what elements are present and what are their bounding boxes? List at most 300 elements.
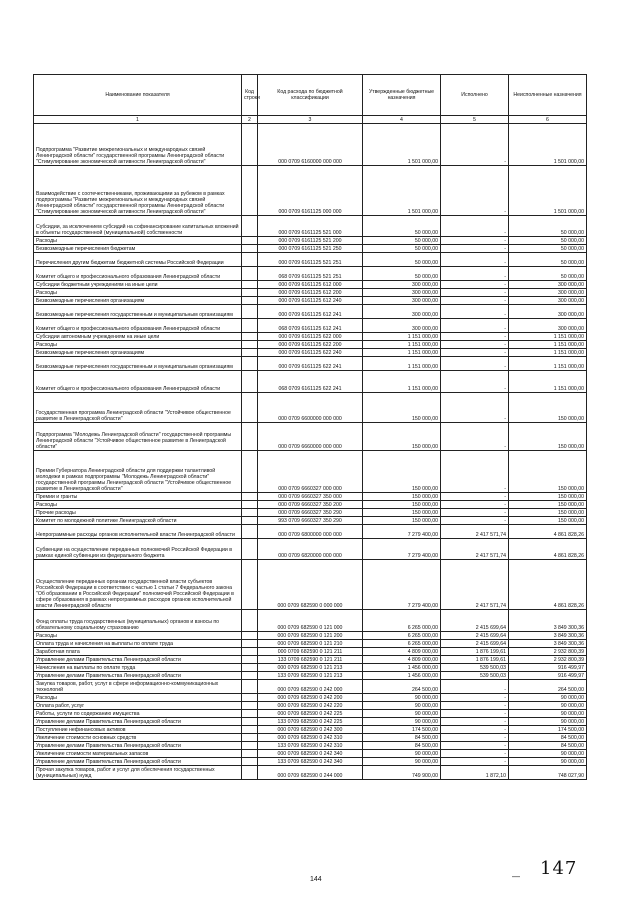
table-row [34,509,587,517]
row-executed: - [441,245,509,253]
row-executed: - [441,124,509,166]
table-row [34,393,587,423]
row-executed: - [441,517,509,525]
header-executed: Исполнено [441,75,509,116]
row-executed: - [441,305,509,319]
column-number: 2 [242,116,258,124]
row-executed: - [441,333,509,341]
row-code [242,525,258,539]
row-code [242,766,258,780]
row-approved: 150 000,00 [363,493,441,501]
table-row [34,742,587,750]
row-code [242,726,258,734]
row-executed: - [441,393,509,423]
row-name: Субсидии бюджетным учреждениям на иные цели [34,281,242,289]
row-name: Безвозмездные перечисления государственным и муниципальным организациям [34,305,242,319]
row-approved: 150 000,00 [363,423,441,451]
row-approved: 1 501 000,00 [363,124,441,166]
row-code [242,393,258,423]
row-code [242,640,258,648]
row-unexecuted: 150 000,00 [509,509,587,517]
row-approved: 1 151 000,00 [363,371,441,393]
row-code [242,750,258,758]
row-code [242,539,258,560]
row-name: Подпрограмма "Развитие межрегиональных и международных связей Ленинградской области" государственной программы Ленинградской области "Стимулирование экономической активности Ленинградской области" [34,124,242,166]
column-number: 6 [509,116,587,124]
table-row [34,423,587,451]
row-executed: - [441,371,509,393]
row-executed: - [441,509,509,517]
row-executed: - [441,349,509,357]
row-unexecuted: 50 000,00 [509,253,587,267]
row-code [242,758,258,766]
row-code [242,124,258,166]
row-kbk: 000 0709 682590 0 242 300 [258,726,363,734]
row-code [242,672,258,680]
row-approved: 300 000,00 [363,281,441,289]
row-kbk: 133 0709 682590 0 121 213 [258,672,363,680]
table-row [34,341,587,349]
table-row [34,333,587,341]
row-executed: - [441,734,509,742]
row-unexecuted: 1 151 000,00 [509,341,587,349]
row-approved: 84 500,00 [363,734,441,742]
row-executed: - [441,493,509,501]
row-approved: 174 500,00 [363,726,441,734]
row-name: Оплата труда и начисления на выплаты по оплате труда [34,640,242,648]
row-name: Подпрограмма "Молодежь Ленинградской области" государственной программы Ленинградской области "Устойчивое общественное развитие в Ленинградской области" [34,423,242,451]
row-name: Комитет общего и профессионального образования Ленинградской области [34,267,242,281]
row-executed: - [441,742,509,750]
row-kbk: 000 0709 6161125 612 240 [258,297,363,305]
table-row [34,632,587,640]
row-name: Работы, услуги по содержанию имущества [34,710,242,718]
row-unexecuted: 1 151 000,00 [509,357,587,371]
row-kbk: 133 0709 682590 0 242 310 [258,742,363,750]
row-unexecuted: 50 000,00 [509,267,587,281]
row-code [242,509,258,517]
row-executed: - [441,297,509,305]
row-code [242,349,258,357]
header-approved: Утвержденные бюджетные назначения [363,75,441,116]
row-kbk: 000 0709 682590 0 121 213 [258,664,363,672]
table-row [34,560,587,610]
row-name: Управление делами Правительства Ленинградской области [34,656,242,664]
row-kbk: 000 0709 6820000 000 000 [258,539,363,560]
table-row [34,216,587,237]
row-kbk: 068 0709 6161125 612 241 [258,319,363,333]
row-kbk: 000 0709 6161125 622 240 [258,349,363,357]
row-name: Расходы [34,694,242,702]
table-row [34,664,587,672]
row-name: Расходы [34,237,242,245]
row-unexecuted: 150 000,00 [509,501,587,509]
row-unexecuted: 90 000,00 [509,750,587,758]
row-name: Закупка товаров, работ, услуг в сфере информационно-коммуникационных технологий [34,680,242,694]
row-kbk: 000 0709 6660327 350 290 [258,509,363,517]
row-name: Заработная плата [34,648,242,656]
row-executed: - [441,680,509,694]
row-executed: 1 876 199,61 [441,648,509,656]
row-name: Субсидии, за исключением субсидий на софинансирование капитальных вложений в объекты государственной (муниципальной) собственности [34,216,242,237]
row-unexecuted: 916 499,97 [509,672,587,680]
row-approved: 150 000,00 [363,509,441,517]
row-approved: 6 265 000,00 [363,640,441,648]
row-kbk: 000 0709 682590 0 242 310 [258,734,363,742]
row-unexecuted: 90 000,00 [509,718,587,726]
row-executed: - [441,166,509,216]
row-approved: 7 279 400,00 [363,525,441,539]
row-unexecuted: 1 151 000,00 [509,333,587,341]
header-unexecuted: Неисполненные назначения [509,75,587,116]
row-name: Государственная программа Ленинградской области "Устойчивое общественное развитие в Ленинградской области" [34,393,242,423]
row-executed: - [441,319,509,333]
table-row [34,610,587,632]
row-code [242,237,258,245]
row-kbk: 000 0709 682590 0 244 000 [258,766,363,780]
row-unexecuted: 1 501 000,00 [509,166,587,216]
table-row [34,672,587,680]
row-name: Оплата работ, услуг [34,702,242,710]
table-row [34,539,587,560]
row-approved: 150 000,00 [363,501,441,509]
row-unexecuted: 90 000,00 [509,702,587,710]
row-name: Премии Губернатора Ленинградской области для поддержки талантливой молодежи в рамках подпрограммы "Молодежь Ленинградской области" государственной программы Ленинградской области "Устойчивое общественное развитие в Ленинградской области" [34,451,242,493]
row-kbk: 000 0709 682590 0 121 211 [258,648,363,656]
column-number-row [34,116,587,124]
row-approved: 4 809 000,00 [363,656,441,664]
row-executed: - [441,216,509,237]
table-row [34,656,587,664]
row-executed: - [441,718,509,726]
row-code [242,166,258,216]
row-name: Безвозмездные перечисления организациям [34,349,242,357]
row-executed: 2 415 699,64 [441,632,509,640]
header-code: Код строки [242,75,258,116]
row-approved: 150 000,00 [363,517,441,525]
row-code [242,253,258,267]
row-kbk: 133 0709 682590 0 242 340 [258,758,363,766]
row-approved: 300 000,00 [363,319,441,333]
header-row [34,75,587,116]
table-row [34,758,587,766]
row-unexecuted: 50 000,00 [509,245,587,253]
table-row [34,766,587,780]
row-executed: 2 415 699,64 [441,640,509,648]
row-executed: - [441,267,509,281]
row-unexecuted: 50 000,00 [509,237,587,245]
row-name: Управление делами Правительства Ленинградской области [34,672,242,680]
row-executed: - [441,341,509,349]
row-code [242,648,258,656]
row-executed: 2 417 571,74 [441,560,509,610]
row-unexecuted: 916 499,97 [509,664,587,672]
row-code [242,357,258,371]
row-executed: 1 872,10 [441,766,509,780]
column-number: 1 [34,116,242,124]
table-row [34,451,587,493]
row-approved: 90 000,00 [363,710,441,718]
row-kbk: 000 0709 682590 0 242 000 [258,680,363,694]
row-name: Начисления на выплаты по оплате труда [34,664,242,672]
row-kbk: 000 0709 6161125 521 251 [258,253,363,267]
row-approved: 90 000,00 [363,758,441,766]
row-kbk: 000 0709 682590 0 242 340 [258,750,363,758]
row-unexecuted: 84 500,00 [509,734,587,742]
row-kbk: 000 0709 6161125 622 000 [258,333,363,341]
row-code [242,742,258,750]
row-kbk: 068 0709 6161125 622 241 [258,371,363,393]
row-name: Фонд оплаты труда государственных (муниципальных) органов и взносы по обязательному социальному страхованию [34,610,242,632]
row-code [242,216,258,237]
table-row [34,680,587,694]
row-executed: 539 500,03 [441,664,509,672]
row-name: Комитет общего и профессионального образования Ленинградской области [34,371,242,393]
row-name: Осуществление переданных органам государственной власти субъектов Российской Федерации в соответствии с частью 1 статьи 7 Федерального закона "Об образовании в Российской Федерации" полномочий Российской Федерации в сфере образования в рамках непрограммных расходов органов исполнительной власти Ленинградской области [34,560,242,610]
table-row [34,124,587,166]
table-row [34,357,587,371]
row-executed: - [441,758,509,766]
row-executed: 2 417 571,74 [441,539,509,560]
row-kbk: 000 0709 6161125 622 241 [258,357,363,371]
table-row [34,750,587,758]
row-unexecuted: 1 151 000,00 [509,349,587,357]
row-executed: - [441,237,509,245]
row-code [242,734,258,742]
row-code [242,656,258,664]
row-code [242,702,258,710]
table-row [34,289,587,297]
row-executed: 539 500,03 [441,672,509,680]
row-kbk: 000 0709 682590 0 242 200 [258,694,363,702]
row-kbk: 000 0709 682590 0 121 200 [258,632,363,640]
row-code [242,493,258,501]
row-approved: 50 000,00 [363,267,441,281]
row-name: Расходы [34,341,242,349]
table-row [34,281,587,289]
row-kbk: 000 0709 682590 0 000 000 [258,560,363,610]
table-row [34,710,587,718]
row-kbk: 000 0709 6160000 000 000 [258,124,363,166]
row-name: Управление делами Правительства Ленинградской области [34,718,242,726]
row-unexecuted: 50 000,00 [509,216,587,237]
table-row [34,493,587,501]
row-code [242,664,258,672]
row-kbk: 000 0709 682590 0 242 225 [258,710,363,718]
row-approved: 264 500,00 [363,680,441,694]
row-approved: 84 500,00 [363,742,441,750]
row-approved: 150 000,00 [363,451,441,493]
row-kbk: 000 0709 6660327 350 000 [258,493,363,501]
row-kbk: 000 0709 682590 0 121 000 [258,610,363,632]
row-approved: 150 000,00 [363,393,441,423]
row-approved: 749 900,00 [363,766,441,780]
row-unexecuted: 300 000,00 [509,319,587,333]
table-row [34,734,587,742]
row-name: Комитет общего и профессионального образования Ленинградской области [34,319,242,333]
row-kbk: 000 0709 6161125 521 250 [258,245,363,253]
row-executed: - [441,501,509,509]
row-executed: - [441,357,509,371]
row-unexecuted: 1 151 000,00 [509,371,587,393]
row-code [242,560,258,610]
row-kbk: 000 0709 6660327 350 200 [258,501,363,509]
row-code [242,680,258,694]
row-approved: 1 501 000,00 [363,166,441,216]
row-kbk: 000 0709 6660327 000 000 [258,451,363,493]
row-unexecuted: 300 000,00 [509,297,587,305]
row-unexecuted: 300 000,00 [509,305,587,319]
row-kbk: 000 0709 6800000 000 000 [258,525,363,539]
row-unexecuted: 90 000,00 [509,758,587,766]
row-code [242,245,258,253]
row-kbk: 000 0709 682590 0 242 220 [258,702,363,710]
row-name: Безвозмездные перечисления государственным и муниципальным организациям [34,357,242,371]
row-kbk: 000 0709 6161125 000 000 [258,166,363,216]
page-stamp: 147 [540,858,578,879]
row-kbk: 000 0709 6161125 612 241 [258,305,363,319]
row-name: Расходы [34,632,242,640]
table-row [34,517,587,525]
row-executed: 1 876 199,61 [441,656,509,664]
row-approved: 50 000,00 [363,253,441,267]
row-kbk: 000 0709 6161125 622 200 [258,341,363,349]
row-code [242,341,258,349]
row-name: Расходы [34,501,242,509]
row-kbk: 000 0709 6161125 521 000 [258,216,363,237]
row-code [242,710,258,718]
row-executed: - [441,281,509,289]
row-unexecuted: 90 000,00 [509,694,587,702]
row-unexecuted: 4 861 828,26 [509,539,587,560]
row-kbk: 000 0709 6660000 000 000 [258,423,363,451]
row-kbk: 000 0709 682590 0 121 210 [258,640,363,648]
row-unexecuted: 3 849 300,36 [509,632,587,640]
row-executed: - [441,451,509,493]
row-name: Премии и гранты [34,493,242,501]
row-executed: - [441,702,509,710]
row-name: Субсидии автономным учреждениям на иные цели [34,333,242,341]
row-name: Безвозмездные перечисления бюджетам [34,245,242,253]
row-approved: 7 279 400,00 [363,560,441,610]
row-executed: 2 415 699,64 [441,610,509,632]
table-row [34,371,587,393]
row-unexecuted: 90 000,00 [509,710,587,718]
row-code [242,423,258,451]
row-approved: 4 809 000,00 [363,648,441,656]
row-unexecuted: 4 861 828,26 [509,525,587,539]
row-code [242,281,258,289]
row-name: Расходы [34,289,242,297]
row-approved: 6 265 000,00 [363,632,441,640]
row-unexecuted: 748 027,90 [509,766,587,780]
row-unexecuted: 3 849 300,36 [509,610,587,632]
row-executed: - [441,726,509,734]
row-kbk: 133 0709 682590 0 121 211 [258,656,363,664]
row-kbk: 000 0709 6600000 000 000 [258,393,363,423]
row-name: Непрограммные расходы органов исполнительной власти Ленинградской области [34,525,242,539]
row-kbk: 133 0709 682590 0 242 225 [258,718,363,726]
row-name: Поступление нефинансовых активов [34,726,242,734]
row-code [242,718,258,726]
row-approved: 90 000,00 [363,694,441,702]
row-approved: 1 151 000,00 [363,341,441,349]
row-unexecuted: 150 000,00 [509,493,587,501]
row-code [242,632,258,640]
column-number: 3 [258,116,363,124]
row-approved: 1 456 000,00 [363,664,441,672]
row-unexecuted: 150 000,00 [509,423,587,451]
row-name: Безвозмездные перечисления организациям [34,297,242,305]
row-executed: - [441,694,509,702]
row-approved: 50 000,00 [363,216,441,237]
row-name: Управление делами Правительства Ленинградской области [34,742,242,750]
row-unexecuted: 3 849 300,36 [509,640,587,648]
row-unexecuted: 264 500,00 [509,680,587,694]
column-number: 4 [363,116,441,124]
row-code [242,297,258,305]
row-kbk: 000 0709 6161125 612 000 [258,281,363,289]
row-executed: 2 417 571,74 [441,525,509,539]
table-row [34,501,587,509]
row-executed: - [441,289,509,297]
table-row [34,237,587,245]
row-kbk: 000 0709 6161125 612 200 [258,289,363,297]
row-code [242,333,258,341]
page-number: 144 [310,876,322,883]
row-approved: 1 151 000,00 [363,349,441,357]
row-unexecuted: 150 000,00 [509,517,587,525]
row-approved: 90 000,00 [363,750,441,758]
row-unexecuted: 2 932 800,39 [509,648,587,656]
row-name: Прочая закупка товаров, работ и услуг для обеспечения государственных (муниципальных) нужд [34,766,242,780]
table-row [34,718,587,726]
row-approved: 1 151 000,00 [363,333,441,341]
row-unexecuted: 1 501 000,00 [509,124,587,166]
table-row [34,726,587,734]
row-approved: 90 000,00 [363,718,441,726]
row-executed: - [441,750,509,758]
footer-mark: — [512,872,520,881]
row-name: Субвенции на осуществление переданных полномочий Российской Федерации в рамках единой субвенции из федерального бюджета [34,539,242,560]
header-name: Наименование показателя [34,75,242,116]
row-approved: 300 000,00 [363,289,441,297]
row-approved: 1 151 000,00 [363,357,441,371]
row-approved: 1 456 000,00 [363,672,441,680]
row-kbk: 000 0709 6161125 521 200 [258,237,363,245]
row-unexecuted: 2 932 800,39 [509,656,587,664]
column-number: 5 [441,116,509,124]
row-name: Увеличение стоимости материальных запасов [34,750,242,758]
row-unexecuted: 4 861 828,26 [509,560,587,610]
row-name: Перечисления другим бюджетам бюджетной системы Российской Федерации [34,253,242,267]
row-name: Увеличение стоимости основных средств [34,734,242,742]
table-row [34,694,587,702]
row-executed: - [441,253,509,267]
row-approved: 50 000,00 [363,245,441,253]
row-code [242,305,258,319]
table-body [34,124,587,780]
row-code [242,451,258,493]
header-kbk: Код расхода по бюджетной классификации [258,75,363,116]
row-code [242,267,258,281]
row-unexecuted: 300 000,00 [509,281,587,289]
row-code [242,319,258,333]
table-row [34,305,587,319]
row-code [242,610,258,632]
table-row [34,166,587,216]
row-code [242,694,258,702]
